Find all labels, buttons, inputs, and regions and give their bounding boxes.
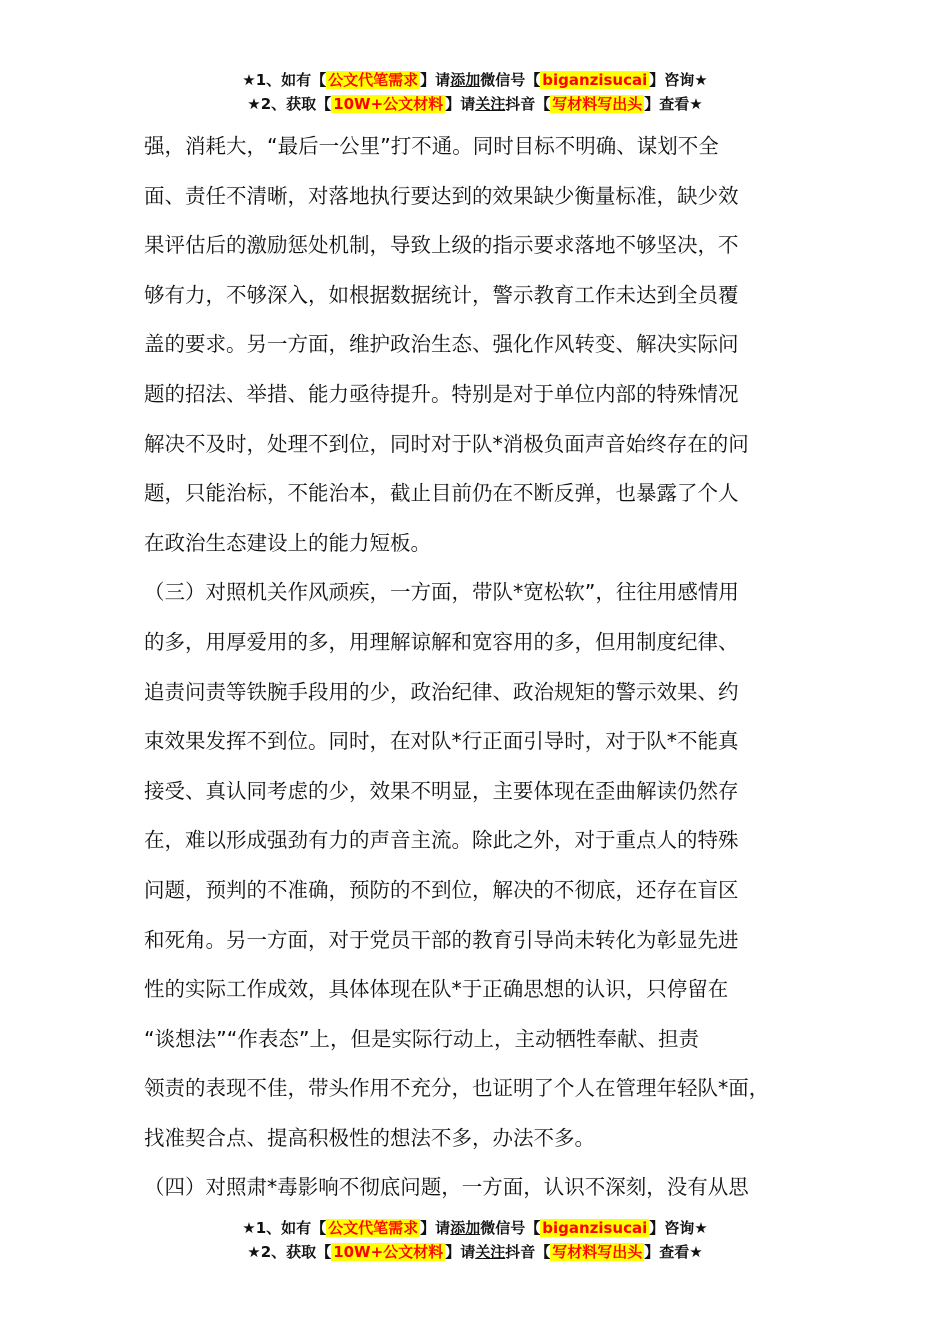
header-line-2 xyxy=(0,92,950,116)
body-line: 题的招法、举措、能力亟待提升。特别是对于单位内部的特殊情况 xyxy=(144,381,739,406)
body-line: 题，只能治标，不能治本，截止目前仍在不断反弹，也暴露了个人 xyxy=(144,481,739,506)
header-line-2-text: 】查看★ xyxy=(644,95,703,113)
section-heading-3: （三）对照机关作风顽疾，一方面，带队*宽松软”，往往用感情用 xyxy=(144,580,739,605)
body-line: 追责问责等铁腕手段用的少，政治纪律、政治规矩的警示效果、约 xyxy=(144,679,739,704)
header-highlight-ghostwriting: 公文代笔需求 xyxy=(328,71,419,89)
body-line: 够有力，不够深入，如根据数据统计，警示教育工作未达到全员覆 xyxy=(144,282,739,307)
header-line-1-text: ★1、如有【 xyxy=(242,71,327,89)
body-line: 的多，用厚爱用的多，用理解谅解和宽容用的多，但用制度纪律、 xyxy=(144,629,739,654)
footer-line-1 xyxy=(0,1216,950,1240)
body-line: 和死角。另一方面，对于党员干部的教育引导尚未转化为彰显先进 xyxy=(144,927,739,952)
body-line: 在政治生态建设上的能力短板。 xyxy=(144,530,431,555)
header-line-2-text: 抖音【 xyxy=(505,95,551,113)
footer-highlight-ghostwriting: 公文代笔需求 xyxy=(328,1219,419,1237)
body-line: 束效果发挥不到位。同时，在对队*行正面引导时，对于队*不能真 xyxy=(144,729,739,754)
header-highlight-materials: 10W+公文材料 xyxy=(333,95,444,113)
body-line: 性的实际工作成效，具体体现在队*于正确思想的认识，只停留在 xyxy=(144,977,729,1002)
footer-underline-follow: 关注 xyxy=(475,1243,506,1261)
footer-highlight-wechat-id: biganzisucai xyxy=(542,1219,648,1237)
footer-line-1-text: 】咨询★ xyxy=(649,1219,708,1237)
header-line-2-text: 】请 xyxy=(445,95,476,113)
footer-underline-add: 添加 xyxy=(450,1219,481,1237)
header-line-1-text: 】咨询★ xyxy=(649,71,708,89)
footer-line-2-text: 抖音【 xyxy=(505,1243,551,1261)
body-line: 面、责任不清晰，对落地执行要达到的效果缺少衡量标准，缺少效 xyxy=(144,183,739,208)
header-highlight-wechat-id: biganzisucai xyxy=(542,71,648,89)
body-line: 问题，预判的不准确，预防的不到位，解决的不彻底，还存在盲区 xyxy=(144,877,739,902)
section-heading-4: （四）对照肃*毒影响不彻底问题，一方面，认识不深刻，没有从思 xyxy=(144,1175,749,1200)
footer-line-1-text: 】请 xyxy=(420,1219,451,1237)
body-line: 在，难以形成强劲有力的声音主流。除此之外，对于重点人的特殊 xyxy=(144,828,739,853)
footer-line-2-text: ★2、获取【 xyxy=(247,1243,332,1261)
header-line-1-text: 微信号【 xyxy=(480,71,541,89)
footer-line-2 xyxy=(0,1240,950,1264)
footer-highlight-materials: 10W+公文材料 xyxy=(333,1243,444,1261)
body-line: 果评估后的激励惩处机制，导致上级的指示要求落地不够坚决，不 xyxy=(144,233,739,258)
body-line: 解决不及时，处理不到位，同时对于队*消极负面声音始终存在的问 xyxy=(144,431,749,456)
body-line: 盖的要求。另一方面，维护政治生态、强化作风转变、解决实际问 xyxy=(144,332,739,357)
header-highlight-douyin: 写材料写出头 xyxy=(552,95,643,113)
body-line: 找准契合点、提高积极性的想法不多，办法不多。 xyxy=(144,1125,595,1150)
footer-line-2-text: 】请 xyxy=(445,1243,476,1261)
footer-line-2-text: 】查看★ xyxy=(644,1243,703,1261)
header-underline-add: 添加 xyxy=(450,71,481,89)
footer-highlight-douyin: 写材料写出头 xyxy=(552,1243,643,1261)
header-line-1-text: 】请 xyxy=(420,71,451,89)
header-line-1 xyxy=(0,68,950,92)
header-banner xyxy=(0,68,950,116)
body-line: 接受、真认同考虑的少，效果不明显，主要体现在歪曲解读仍然存 xyxy=(144,778,739,803)
footer-banner xyxy=(0,1216,950,1264)
header-line-2-text: ★2、获取【 xyxy=(247,95,332,113)
document-body xyxy=(144,122,832,1213)
footer-line-1-text: ★1、如有【 xyxy=(242,1219,327,1237)
header-underline-follow: 关注 xyxy=(475,95,506,113)
body-line: “谈想法”“作表态”上，但是实际行动上，主动牺牲奉献、担责 xyxy=(144,1026,699,1051)
body-line: 强，消耗大，“最后一公里”打不通。同时目标不明确、谋划不全 xyxy=(144,134,719,158)
footer-line-1-text: 微信号【 xyxy=(480,1219,541,1237)
body-line: 领责的表现不佳，带头作用不充分，也证明了个人在管理年轻队*面， xyxy=(144,1076,770,1101)
